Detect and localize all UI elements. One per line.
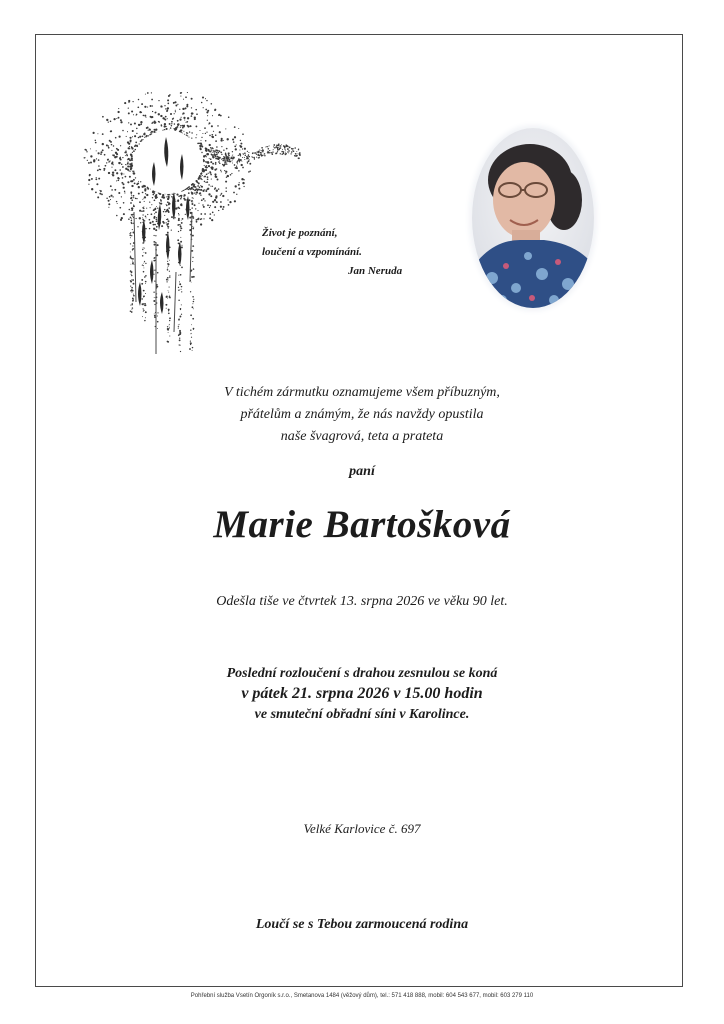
quote: [262, 224, 462, 281]
announcement-text: [0, 382, 724, 448]
intro-line-2: přátelům a známým, že nás navždy opustila: [240, 407, 484, 422]
death-notice: Odešla tiše ve čtvrtek 13. srpna 2026 ve věku 90 let.: [216, 594, 508, 609]
footer-contact: Pohřební služba Vsetín Orgoník s.r.o., Smetanova 1484 (věžový dům), tel.: 571 418 888, mobil: 604 543 677, mobil: 603 279 110: [190, 993, 534, 999]
address: Velké Karlovice č. 697: [303, 821, 421, 836]
quote-line-2: loučení a vzpomínání.: [262, 246, 362, 258]
ceremony-line-1: Poslední rozloučení s drahou zesnulou se koná: [226, 666, 498, 681]
intro-line-3: naše švagrová, teta a prateta: [280, 429, 444, 444]
quote-author: Jan Neruda: [348, 265, 403, 277]
honorific: paní: [349, 464, 375, 479]
ceremony-info: [0, 664, 724, 725]
closing-line: Loučí se s Tebou zarmoucená rodina: [255, 917, 469, 932]
portrait-photo: [472, 128, 594, 308]
deceased-name: Marie Bartošková: [213, 503, 511, 546]
intro-line-1: V tichém zármutku oznamujeme všem příbuzným,: [224, 385, 500, 400]
ceremony-line-2: v pátek 21. srpna 2026 v 15.00 hodin: [241, 685, 483, 702]
quote-line-1: Život je poznání,: [262, 227, 338, 239]
ceremony-line-3: ve smuteční obřadní síni v Karolince.: [254, 707, 470, 722]
